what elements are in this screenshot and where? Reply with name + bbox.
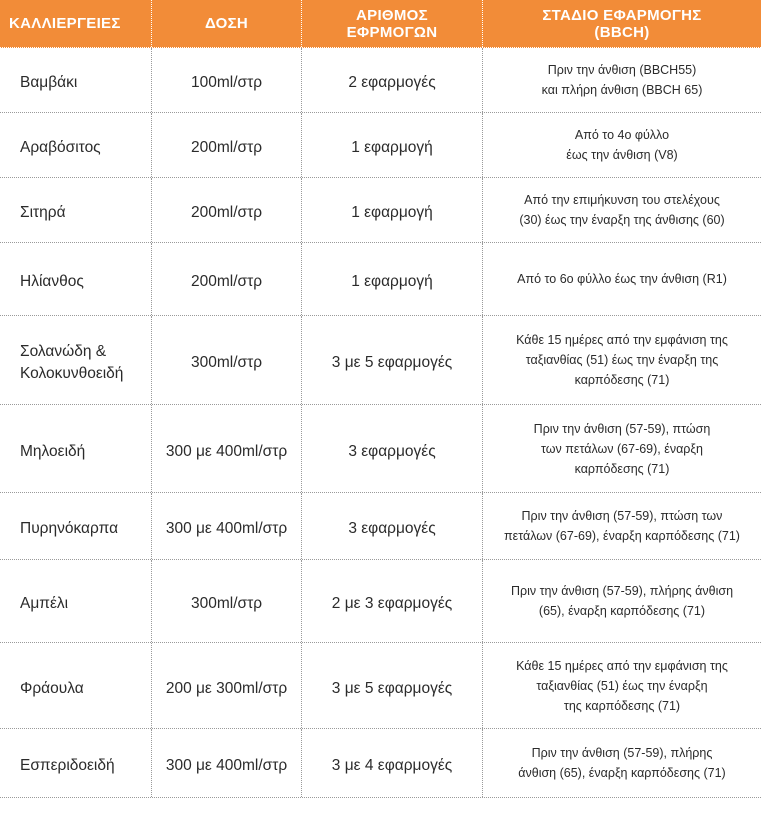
dose-value: 100ml/στρ xyxy=(152,48,302,112)
applications-value: 3 με 5 εφαρμογές xyxy=(302,643,483,728)
applications-value: 1 εφαρμογή xyxy=(302,178,483,242)
dose-value: 200ml/στρ xyxy=(152,113,302,177)
crop-name: Εσπεριδοειδή xyxy=(0,729,152,797)
table-row xyxy=(0,316,761,405)
crop-name: Φράουλα xyxy=(0,643,152,728)
dose-value: 200 με 300ml/στρ xyxy=(152,643,302,728)
header-application-stage: ΣΤΑΔΙΟ ΕΦΑΡΜΟΓΗΣ (BBCH) xyxy=(542,6,702,41)
applications-value: 3 με 4 εφαρμογές xyxy=(302,729,483,797)
dose-value: 300ml/στρ xyxy=(152,560,302,642)
table-row xyxy=(0,405,761,493)
stage-value: Πριν την άνθιση (57-59), πλήρης άνθιση (65), έναρξη καρπόδεσης (71) xyxy=(518,746,726,780)
dose-value: 200ml/στρ xyxy=(152,243,302,315)
dose-value: 300 με 400ml/στρ xyxy=(152,493,302,559)
dose-value: 200ml/στρ xyxy=(152,178,302,242)
table-row xyxy=(0,729,761,798)
crop-name: Ηλίανθος xyxy=(0,243,152,315)
dose-value: 300 με 400ml/στρ xyxy=(152,405,302,492)
stage-value: Κάθε 15 ημέρες από την εμφάνιση της ταξιανθίας (51) έως την έναρξη της καρπόδεσης (71) xyxy=(516,333,728,387)
table-header xyxy=(0,0,761,48)
applications-value: 2 με 3 εφαρμογές xyxy=(302,560,483,642)
stage-value: Πριν την άνθιση (BBCH55) και πλήρη άνθιση (BBCH 65) xyxy=(541,63,703,97)
crop-name: Σολανώδη & Κολοκυνθοειδή xyxy=(0,316,152,404)
stage-value: Από την επιμήκυνση του στελέχους (30) έως την έναρξη της άνθισης (60) xyxy=(519,193,725,227)
crop-name: Σιτηρά xyxy=(0,178,152,242)
header-applications-count: ΑΡΙΘΜΟΣ ΕΦΡΜΟΓΩΝ xyxy=(302,0,483,47)
applications-value: 3 εφαρμογές xyxy=(302,405,483,492)
applications-value: 3 εφαρμογές xyxy=(302,493,483,559)
table-row xyxy=(0,243,761,316)
applications-value: 2 εφαρμογές xyxy=(302,48,483,112)
crop-name: Αραβόσιτος xyxy=(0,113,152,177)
table-row xyxy=(0,560,761,643)
crop-name: Αμπέλι xyxy=(0,560,152,642)
dose-value: 300ml/στρ xyxy=(152,316,302,404)
table-row xyxy=(0,113,761,178)
header-dose: ΔΟΣΗ xyxy=(152,0,302,47)
table-row xyxy=(0,643,761,729)
stage-value: Από το 4ο φύλλο έως την άνθιση (V8) xyxy=(566,128,678,162)
applications-value: 1 εφαρμογή xyxy=(302,243,483,315)
crop-name: Βαμβάκι xyxy=(0,48,152,112)
crop-name: Πυρηνόκαρπα xyxy=(0,493,152,559)
crop-name: Μηλοειδή xyxy=(0,405,152,492)
stage-value: Από το 6ο φύλλο έως την άνθιση (R1) xyxy=(517,272,727,286)
table-row xyxy=(0,48,761,113)
stage-value: Πριν την άνθιση (57-59), πτώση των πετάλων (67-69), έναρξη καρπόδεσης (71) xyxy=(504,509,740,543)
table-row xyxy=(0,178,761,243)
dose-value: 300 με 400ml/στρ xyxy=(152,729,302,797)
applications-value: 3 με 5 εφαρμογές xyxy=(302,316,483,404)
stage-value: Πριν την άνθιση (57-59), πτώση των πετάλων (67-69), έναρξη καρπόδεσης (71) xyxy=(533,421,711,476)
stage-value: Κάθε 15 ημέρες από την εμφάνιση της ταξιανθίας (51) έως την έναρξη της καρπόδεσης (71) xyxy=(516,658,728,713)
applications-value: 1 εφαρμογή xyxy=(302,113,483,177)
table-row xyxy=(0,493,761,560)
stage-value: Πριν την άνθιση (57-59), πλήρης άνθιση (65), έναρξη καρπόδεσης (71) xyxy=(510,584,734,618)
header-crops: ΚΑΛΛΙΕΡΓΕΙΕΣ xyxy=(0,0,152,47)
